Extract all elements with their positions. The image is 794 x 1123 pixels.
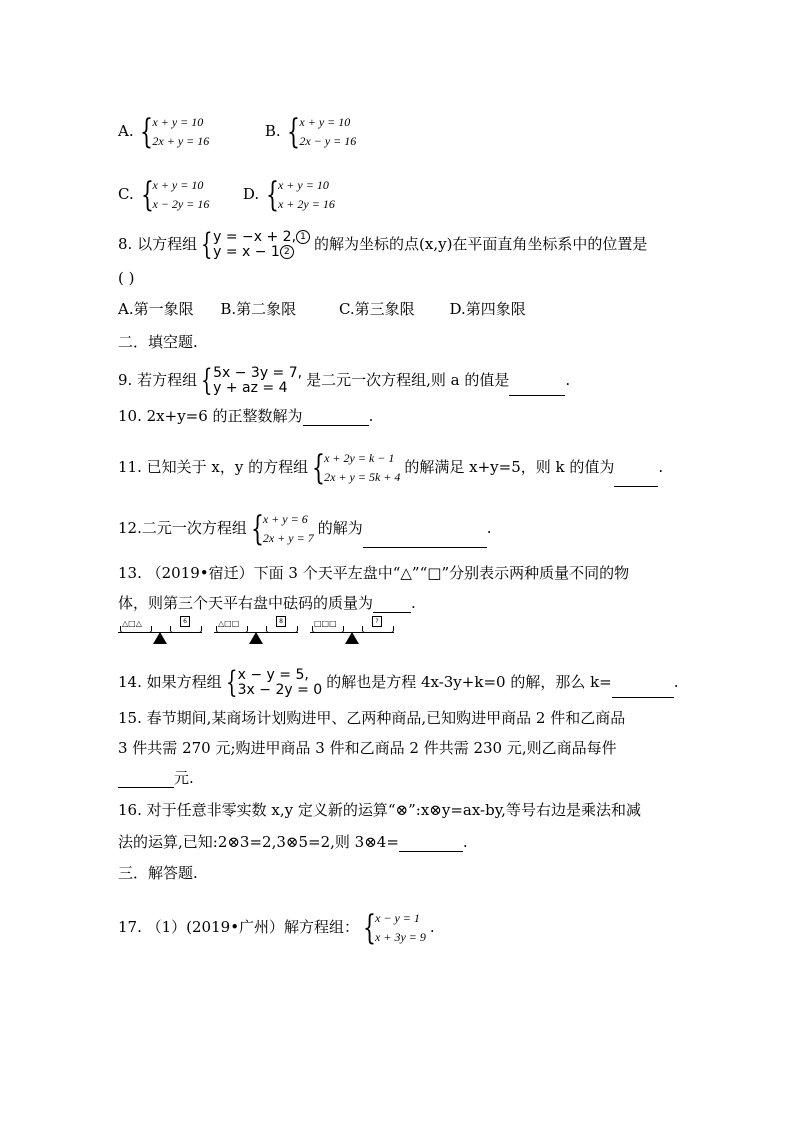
q7-option-c-system: { x + y = 10 x − 2y = 16 [140, 175, 210, 215]
q7-option-d-label: D. [242, 185, 260, 203]
q10-question: 10. 2x+y=6 的正整数解为 . [118, 407, 374, 425]
q7-option-b-label: B. [264, 122, 281, 140]
q15-line3: 元. [118, 768, 194, 788]
q16-line2: 法的运算,已知:2⊗3=2,3⊗5=2,则 3⊗4= . [118, 833, 468, 851]
q7-option-b-system: { x + y = 10 2x − y = 16 [287, 112, 357, 152]
q7-options-ab [118, 113, 360, 151]
q15-answer-blank[interactable] [118, 773, 174, 788]
q14-system: { x − y = 5, 3x − 2y = 0 [225, 665, 323, 700]
q15-line2: 3 件共需 270 元;购进甲商品 3 件和乙商品 2 件共需 230 元,则乙商品每件 [118, 739, 617, 757]
q8-answer-paren: ( ) [118, 269, 135, 287]
q14-question: 14. 如果方程组 { x − y = 5, 3x − 2y = 0 的解也是方程 4x-3y+k=0 的解，那么 k= . [118, 665, 679, 700]
q13-line1: 13. （2019•宿迁）下面 3 个天平左盘中“△”“□”分别表示两种质量不同的物 [118, 564, 630, 582]
q7-option-a-system: { x + y = 10 2x + y = 16 [140, 112, 210, 152]
q16-line1: 16. 对于任意非零实数 x,y 定义新的运算“⊗”:x⊗y=ax-by,等号右边是乘法和减 [118, 801, 641, 819]
q15-line1: 15. 春节期间,某商场计划购进甲、乙两种商品,已知购进甲商品 2 件和乙商品 [118, 709, 626, 727]
circled-one-icon: 1 [296, 230, 310, 244]
balance-scale-1: △□△ 6 [118, 622, 202, 652]
q7-option-d-system: { x + y = 10 x + 2y = 16 [265, 175, 335, 215]
q11-system: { x + 2y = k − 1 2x + y = 5k + 4 [312, 448, 401, 488]
q7-option-a-label: A. [118, 122, 134, 140]
balance-scale-3: □□□ ? [310, 622, 394, 652]
balance-scale-2: △□□ 8 [214, 622, 298, 652]
q13-answer-blank[interactable] [373, 598, 411, 613]
q7-option-c-label: C. [118, 185, 134, 203]
q13-line2: 体，则第三个天平右盘中砝码的质量为 . [118, 594, 416, 612]
q11-answer-blank[interactable] [614, 472, 658, 487]
fulcrum-icon [249, 632, 263, 644]
fulcrum-icon [153, 632, 167, 644]
q14-answer-blank[interactable] [612, 683, 674, 698]
q8-option-d: D.第四象限 [449, 300, 526, 318]
q12-system: { x + y = 6 2x + y = 7 [250, 509, 314, 549]
circled-two-icon: 2 [280, 245, 294, 259]
q9-system: { 5x − 3y = 7, y + az = 4 [201, 363, 303, 398]
q12-question: 12.二元一次方程组 { x + y = 6 2x + y = 7 的解为 . [118, 509, 492, 549]
q8-option-b: B.第二象限 [220, 300, 297, 318]
q12-answer-blank[interactable] [363, 533, 487, 548]
q8-option-c: C.第三象限 [338, 300, 415, 318]
q17-question: 17. （1）(2019•广州）解方程组： { x − y = 1 x + 3y = 9 . [118, 908, 435, 948]
q16-answer-blank[interactable] [399, 837, 463, 852]
q9-question: 9. 若方程组 { 5x − 3y = 7, y + az = 4 是二元一次方程组,则 a 的值是 . [118, 363, 571, 398]
q9-answer-blank[interactable] [509, 381, 565, 396]
q7-options-cd [118, 176, 339, 214]
q11-question: 11. 已知关于 x，y 的方程组 { x + 2y = k − 1 2x + y = 5k + 4 的解满足 x+y=5，则 k 的值为 . [118, 448, 664, 488]
q8-question: 8. 以方程组 { y = −x + 2, 1 y = x − 1 2 的解为坐标的点(x,y)在平面直角坐标系中的位置是 [118, 227, 648, 262]
section-2-heading: 二．填空题. [118, 333, 198, 351]
section-3-heading: 三．解答题. [118, 864, 198, 882]
q10-answer-blank[interactable] [303, 411, 369, 426]
q8-options [118, 299, 526, 319]
q8-system: { y = −x + 2, 1 y = x − 1 2 [201, 230, 310, 260]
fulcrum-icon [345, 632, 359, 644]
balance-scales [118, 618, 398, 652]
q8-option-a: A.第一象限 [118, 300, 194, 318]
q17-system: { x − y = 1 x + 3y = 9 [363, 908, 426, 948]
